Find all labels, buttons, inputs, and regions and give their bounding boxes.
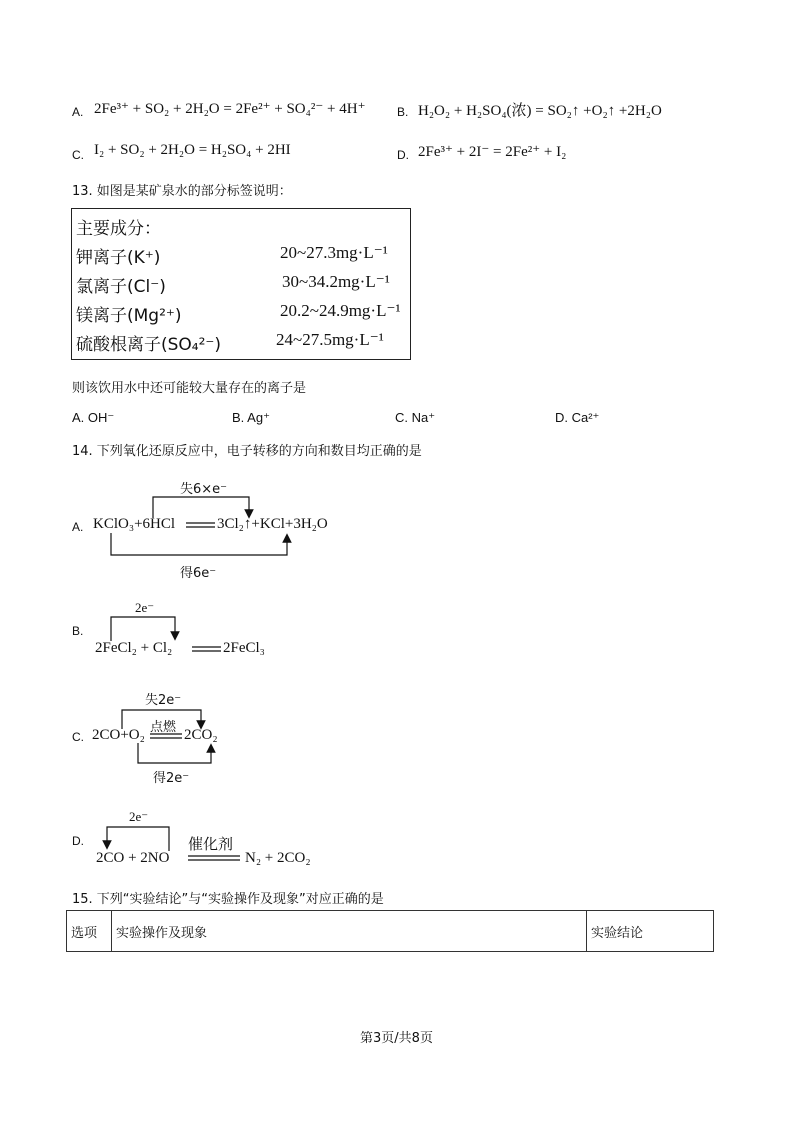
table-header-cell: 实验操作及现象: [112, 911, 587, 952]
page-footer: 第3页/共8页: [360, 1031, 433, 1046]
q15-stem: 15. 下列“实验结论”与“实验操作及现象”对应正确的是: [72, 892, 384, 907]
label-row-value: 30~34.2mg·L⁻¹: [282, 272, 390, 291]
q13-option-c: C. Na⁺: [395, 410, 436, 425]
q15-table: [66, 910, 714, 952]
table-header-row: [67, 911, 714, 952]
q12-option-d-letter: D.: [397, 148, 409, 162]
q12-option-a-equation: 2Fe³⁺ + SO₂ + 2H₂O = 2Fe²⁺ + SO₄²⁻ + 4H⁺: [94, 101, 366, 117]
q14-c-products: 2CO₂: [184, 727, 218, 743]
q14-option-a-letter: A.: [72, 520, 84, 534]
q12-option-c-equation: I₂ + SO₂ + 2H₂O = H₂SO₄ + 2HI: [94, 142, 291, 158]
q14-b-electron-label: 2e⁻: [135, 600, 155, 615]
q14-b-reactants: 2FeCl₂ + Cl₂: [95, 640, 173, 656]
q14-d-reactants: 2CO + 2NO: [96, 850, 170, 866]
label-row-value: 20~27.3mg·L⁻¹: [280, 243, 388, 262]
q14-c-gain-label: 得2e⁻: [153, 771, 190, 786]
q14-option-d-letter: D.: [72, 834, 84, 848]
q14-c-reactants: 2CO+O₂: [92, 727, 145, 743]
q14-b-products: 2FeCl₃: [223, 640, 265, 656]
q14-stem: 14. 下列氧化还原反应中，电子转移的方向和数目均正确的是: [72, 444, 422, 459]
q14-option-b-letter: B.: [72, 624, 84, 638]
q14-a-products: 3Cl₂↑+KCl+3H₂O: [217, 516, 328, 532]
q12-option-d-equation: 2Fe³⁺ + 2I⁻ = 2Fe²⁺ + I₂: [418, 144, 567, 160]
q13-stem: 13. 如图是某矿泉水的部分标签说明：: [72, 184, 292, 199]
q14-a-gain-label: 得6e⁻: [180, 566, 217, 581]
q13-question: 则该饮用水中还可能较大量存在的离子是: [72, 381, 307, 396]
label-row-name: 镁离子(Mg²⁺): [76, 306, 182, 326]
q13-option-d: D. Ca²⁺: [555, 410, 600, 425]
q13-option-a: A. OH⁻: [72, 410, 115, 425]
label-row-name: 硫酸根离子(SO₄²⁻): [76, 335, 222, 355]
label-row-value: 20.2~24.9mg·L⁻¹: [280, 301, 401, 320]
q14-d-electron-label: 2e⁻: [129, 809, 149, 824]
table-header-cell: 实验结论: [587, 911, 714, 952]
label-row-name: 氯离子(Cl⁻): [76, 277, 166, 297]
table-header-cell: 选项: [67, 911, 112, 952]
q14-d-products: N₂ + 2CO₂: [245, 850, 311, 866]
q12-option-c-letter: C.: [72, 148, 84, 162]
q14-a-reactants: KClO₃+6HCl: [93, 516, 176, 532]
q14-c-condition: 点燃: [150, 720, 177, 735]
q12-option-b-letter: B.: [397, 105, 409, 119]
label-row-value: 24~27.5mg·L⁻¹: [276, 330, 384, 349]
label-title: 主要成分：: [76, 219, 161, 239]
q12-option-a-letter: A.: [72, 105, 84, 119]
label-row-name: 钾离子(K⁺): [76, 248, 161, 268]
q13-option-b: B. Ag⁺: [232, 410, 270, 425]
q12-option-b-equation: H₂O₂ + H₂SO₄(浓) = SO₂↑ +O₂↑ +2H₂O: [418, 103, 662, 119]
q14-option-c-letter: C.: [72, 730, 84, 744]
q14-c-lose-label: 失2e⁻: [145, 693, 182, 708]
q14-d-condition: 催化剂: [188, 835, 234, 853]
q14-a-lose-label: 失6×e⁻: [180, 482, 228, 497]
